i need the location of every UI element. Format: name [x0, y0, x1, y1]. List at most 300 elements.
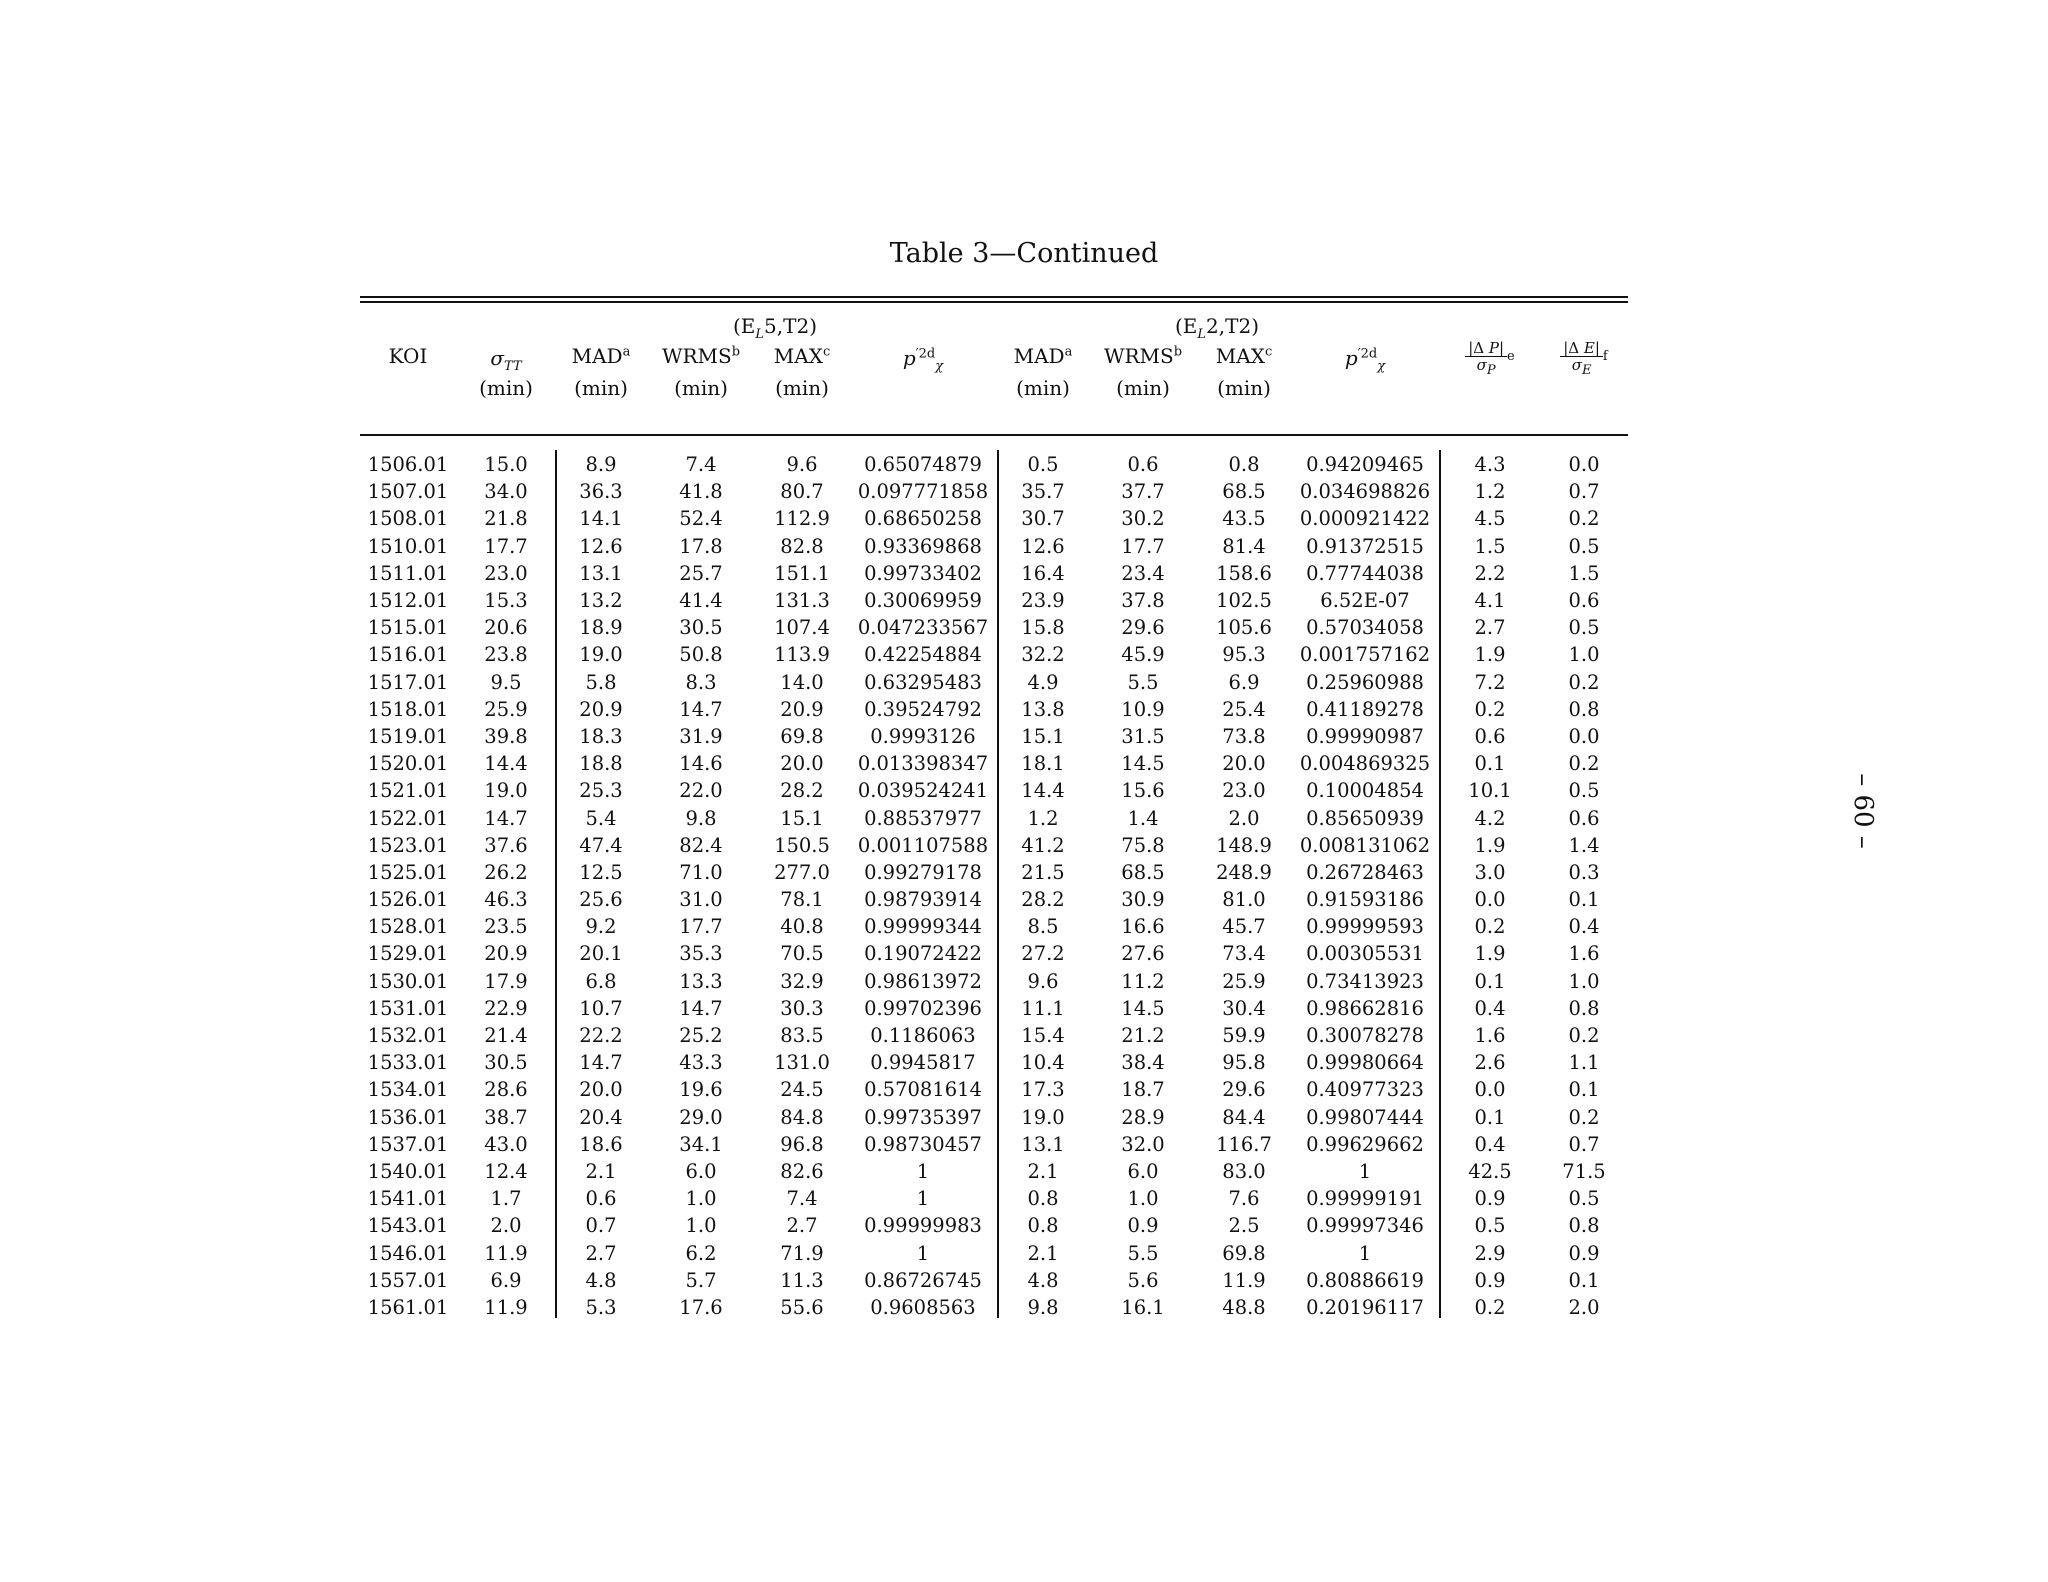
cell-max-1: 40.8 — [780, 915, 824, 939]
cell-mad-2: 16.4 — [1021, 561, 1065, 585]
cell-mad-2: 0.8 — [1027, 1214, 1059, 1238]
cell-p-chi-1: 0.9608563 — [870, 1295, 976, 1319]
table-row — [360, 696, 1628, 723]
cell-delta-e: 0.5 — [1568, 1187, 1600, 1211]
cell-delta-e: 0.0 — [1568, 453, 1600, 477]
cell-sigma-tt: 25.9 — [484, 697, 528, 721]
cell-max-2: 30.4 — [1222, 996, 1266, 1020]
cell-wrms-2: 28.9 — [1121, 1105, 1165, 1129]
cell-p-chi-2: 0.008131062 — [1299, 833, 1431, 857]
table-caption: Table 3—Continued — [889, 238, 1159, 269]
cell-delta-e: 0.4 — [1568, 915, 1600, 939]
cell-mad-1: 25.3 — [579, 779, 623, 803]
cell-sigma-tt: 9.5 — [490, 670, 522, 694]
table-row — [360, 832, 1628, 859]
cell-wrms-2: 1.4 — [1127, 806, 1159, 830]
cell-sigma-tt: 20.6 — [484, 616, 528, 640]
cell-mad-2: 0.5 — [1027, 453, 1059, 477]
cell-koi: 1516.01 — [367, 643, 449, 667]
cell-delta-p: 0.1 — [1474, 752, 1506, 776]
cell-mad-1: 25.6 — [579, 888, 623, 912]
cell-p-chi-2: 1 — [1358, 1241, 1372, 1265]
cell-max-2: 23.0 — [1222, 779, 1266, 803]
cell-p-chi-2: 0.034698826 — [1299, 480, 1431, 504]
cell-delta-p: 1.2 — [1474, 480, 1506, 504]
header-mad-1-units: (min) — [574, 376, 628, 400]
cell-max-2: 2.5 — [1228, 1214, 1260, 1238]
cell-max-2: 158.6 — [1216, 561, 1272, 585]
cell-koi: 1532.01 — [367, 1024, 449, 1048]
cell-sigma-tt: 2.0 — [490, 1214, 522, 1238]
cell-p-chi-1: 0.63295483 — [864, 670, 982, 694]
cell-p-chi-2: 0.91372515 — [1306, 534, 1424, 558]
cell-mad-2: 4.8 — [1027, 1268, 1059, 1292]
cell-mad-2: 9.6 — [1027, 969, 1059, 993]
cell-delta-e: 0.3 — [1568, 860, 1600, 884]
cell-p-chi-1: 0.19072422 — [864, 942, 982, 966]
cell-delta-p: 0.5 — [1474, 1214, 1506, 1238]
cell-p-chi-1: 0.98613972 — [864, 969, 982, 993]
header-wrms-2-units: (min) — [1116, 376, 1170, 400]
cell-p-chi-2: 0.77744038 — [1306, 561, 1424, 585]
cell-max-2: 6.9 — [1228, 670, 1260, 694]
table-row — [360, 451, 1628, 478]
header-sigma-tt: $\sigma_{TT}$ — [490, 346, 522, 374]
header-max-2: MAX$^c$ — [1215, 344, 1273, 368]
cell-koi: 1515.01 — [367, 616, 449, 640]
cell-delta-e: 0.2 — [1568, 1024, 1600, 1048]
cell-mad-2: 11.1 — [1021, 996, 1065, 1020]
cell-koi: 1546.01 — [367, 1241, 449, 1265]
cell-delta-e: 0.2 — [1568, 752, 1600, 776]
cell-max-2: 25.9 — [1222, 969, 1266, 993]
cell-delta-p: 2.7 — [1474, 616, 1506, 640]
cell-p-chi-2: 0.000921422 — [1299, 507, 1431, 531]
cell-sigma-tt: 23.0 — [484, 561, 528, 585]
cell-delta-e: 0.8 — [1568, 1214, 1600, 1238]
cell-koi: 1517.01 — [367, 670, 449, 694]
cell-wrms-1: 71.0 — [679, 860, 723, 884]
table-row — [360, 560, 1628, 587]
cell-delta-e: 0.2 — [1568, 507, 1600, 531]
cell-max-2: 7.6 — [1228, 1187, 1260, 1211]
cell-p-chi-2: 1 — [1358, 1159, 1372, 1183]
cell-sigma-tt: 11.9 — [484, 1241, 528, 1265]
cell-sigma-tt: 30.5 — [484, 1051, 528, 1075]
cell-p-chi-2: 0.26728463 — [1306, 860, 1424, 884]
table-row — [360, 750, 1628, 777]
cell-wrms-2: 37.7 — [1121, 480, 1165, 504]
cell-max-2: 73.4 — [1222, 942, 1266, 966]
cell-mad-2: 10.4 — [1021, 1051, 1065, 1075]
cell-max-2: 81.0 — [1222, 888, 1266, 912]
table-row — [360, 913, 1628, 940]
cell-p-chi-2: 0.25960988 — [1306, 670, 1424, 694]
cell-wrms-1: 34.1 — [679, 1132, 723, 1156]
cell-wrms-2: 23.4 — [1121, 561, 1165, 585]
cell-koi: 1508.01 — [367, 507, 449, 531]
table-row — [360, 1131, 1628, 1158]
cell-max-1: 11.3 — [780, 1268, 824, 1292]
cell-p-chi-1: 0.039524241 — [857, 779, 989, 803]
cell-p-chi-1: 0.001107588 — [857, 833, 989, 857]
cell-koi: 1528.01 — [367, 915, 449, 939]
cell-p-chi-1: 0.99702396 — [864, 996, 982, 1020]
cell-p-chi-2: 0.99807444 — [1306, 1105, 1424, 1129]
cell-wrms-2: 6.0 — [1127, 1159, 1159, 1183]
cell-delta-p: 0.2 — [1474, 915, 1506, 939]
cell-p-chi-1: 0.68650258 — [864, 507, 982, 531]
cell-mad-1: 4.8 — [585, 1268, 617, 1292]
cell-sigma-tt: 38.7 — [484, 1105, 528, 1129]
page-number: – 60 – — [1847, 773, 1878, 849]
cell-koi: 1520.01 — [367, 752, 449, 776]
cell-mad-1: 0.7 — [585, 1214, 617, 1238]
cell-koi: 1543.01 — [367, 1214, 449, 1238]
cell-delta-p: 10.1 — [1468, 779, 1512, 803]
cell-sigma-tt: 23.5 — [484, 915, 528, 939]
cell-delta-e: 1.4 — [1568, 833, 1600, 857]
cell-mad-2: 41.2 — [1021, 833, 1065, 857]
cell-mad-1: 0.6 — [585, 1187, 617, 1211]
cell-p-chi-1: 0.99735397 — [864, 1105, 982, 1129]
cell-delta-p: 2.6 — [1474, 1051, 1506, 1075]
cell-mad-1: 8.9 — [585, 453, 617, 477]
cell-p-chi-1: 0.39524792 — [864, 697, 982, 721]
cell-delta-p: 7.2 — [1474, 670, 1506, 694]
table-row — [360, 614, 1628, 641]
cell-wrms-1: 52.4 — [679, 507, 723, 531]
cell-wrms-1: 17.7 — [679, 915, 723, 939]
cell-p-chi-1: 1 — [916, 1159, 930, 1183]
cell-wrms-1: 6.0 — [685, 1159, 717, 1183]
cell-wrms-2: 30.9 — [1121, 888, 1165, 912]
cell-mad-1: 2.1 — [585, 1159, 617, 1183]
cell-sigma-tt: 17.7 — [484, 534, 528, 558]
cell-wrms-2: 21.2 — [1121, 1024, 1165, 1048]
cell-wrms-1: 29.0 — [679, 1105, 723, 1129]
cell-max-1: 20.9 — [780, 697, 824, 721]
cell-koi: 1506.01 — [367, 453, 449, 477]
cell-wrms-1: 19.6 — [679, 1078, 723, 1102]
cell-max-1: 14.0 — [780, 670, 824, 694]
cell-max-1: 96.8 — [780, 1132, 824, 1156]
cell-max-1: 80.7 — [780, 480, 824, 504]
cell-sigma-tt: 15.3 — [484, 589, 528, 613]
cell-mad-1: 12.6 — [579, 534, 623, 558]
cell-wrms-2: 5.5 — [1127, 1241, 1159, 1265]
cell-max-2: 81.4 — [1222, 534, 1266, 558]
cell-wrms-1: 50.8 — [679, 643, 723, 667]
cell-mad-2: 15.8 — [1021, 616, 1065, 640]
cell-p-chi-1: 0.88537977 — [864, 806, 982, 830]
cell-max-1: 107.4 — [774, 616, 830, 640]
cell-wrms-1: 1.0 — [685, 1187, 717, 1211]
cell-mad-2: 27.2 — [1021, 942, 1065, 966]
cell-delta-e: 0.1 — [1568, 1078, 1600, 1102]
cell-max-2: 95.3 — [1222, 643, 1266, 667]
cell-p-chi-1: 0.99733402 — [864, 561, 982, 585]
cell-p-chi-1: 0.9993126 — [870, 724, 976, 748]
cell-mad-2: 23.9 — [1021, 589, 1065, 613]
cell-delta-e: 1.1 — [1568, 1051, 1600, 1075]
cell-max-1: 69.8 — [780, 724, 824, 748]
cell-sigma-tt: 17.9 — [484, 969, 528, 993]
cell-wrms-1: 31.0 — [679, 888, 723, 912]
cell-delta-e: 0.5 — [1568, 779, 1600, 803]
cell-koi: 1519.01 — [367, 724, 449, 748]
cell-max-1: 28.2 — [780, 779, 824, 803]
cell-max-1: 20.0 — [780, 752, 824, 776]
cell-p-chi-1: 0.097771858 — [857, 480, 989, 504]
cell-p-chi-2: 0.57034058 — [1306, 616, 1424, 640]
header-wrms-1: WRMS$^b$ — [661, 344, 741, 368]
cell-wrms-2: 14.5 — [1121, 752, 1165, 776]
cell-delta-p: 0.1 — [1474, 1105, 1506, 1129]
cell-p-chi-2: 0.99990987 — [1306, 724, 1424, 748]
cell-koi: 1530.01 — [367, 969, 449, 993]
header-delta-e: $\frac{\text{|Δ E|}}{\sigma_E}$ f — [1540, 340, 1628, 373]
cell-delta-e: 0.1 — [1568, 1268, 1600, 1292]
cell-max-1: 82.8 — [780, 534, 824, 558]
header-mad-2-units: (min) — [1016, 376, 1070, 400]
cell-mad-1: 18.6 — [579, 1132, 623, 1156]
cell-delta-p: 1.6 — [1474, 1024, 1506, 1048]
cell-delta-p: 2.9 — [1474, 1241, 1506, 1265]
cell-delta-e: 1.6 — [1568, 942, 1600, 966]
cell-max-1: 55.6 — [780, 1295, 824, 1319]
cell-mad-2: 30.7 — [1021, 507, 1065, 531]
cell-wrms-2: 32.0 — [1121, 1132, 1165, 1156]
cell-delta-e: 1.0 — [1568, 969, 1600, 993]
cell-mad-2: 12.6 — [1021, 534, 1065, 558]
cell-mad-1: 5.8 — [585, 670, 617, 694]
header-bottom-rule — [360, 434, 1628, 436]
cell-wrms-2: 68.5 — [1121, 860, 1165, 884]
cell-max-1: 32.9 — [780, 969, 824, 993]
cell-p-chi-2: 0.99980664 — [1306, 1051, 1424, 1075]
cell-wrms-1: 31.9 — [679, 724, 723, 748]
cell-max-1: 112.9 — [774, 507, 830, 531]
cell-mad-2: 2.1 — [1027, 1159, 1059, 1183]
cell-koi: 1522.01 — [367, 806, 449, 830]
cell-delta-p: 42.5 — [1468, 1159, 1512, 1183]
cell-mad-2: 9.8 — [1027, 1295, 1059, 1319]
cell-wrms-1: 82.4 — [679, 833, 723, 857]
cell-koi: 1507.01 — [367, 480, 449, 504]
cell-delta-p: 4.1 — [1474, 589, 1506, 613]
cell-max-2: 69.8 — [1222, 1241, 1266, 1265]
cell-delta-e: 1.0 — [1568, 643, 1600, 667]
header-max-1-units: (min) — [775, 376, 829, 400]
table-row — [360, 723, 1628, 750]
cell-max-1: 9.6 — [786, 453, 818, 477]
cell-wrms-1: 17.8 — [679, 534, 723, 558]
cell-koi: 1526.01 — [367, 888, 449, 912]
cell-p-chi-2: 0.30078278 — [1306, 1024, 1424, 1048]
cell-wrms-1: 41.4 — [679, 589, 723, 613]
cell-mad-1: 6.8 — [585, 969, 617, 993]
cell-sigma-tt: 21.4 — [484, 1024, 528, 1048]
cell-max-2: 116.7 — [1216, 1132, 1272, 1156]
cell-mad-2: 1.2 — [1027, 806, 1059, 830]
cell-p-chi-2: 0.80886619 — [1306, 1268, 1424, 1292]
table-row — [360, 1076, 1628, 1103]
cell-delta-p: 0.2 — [1474, 1295, 1506, 1319]
cell-delta-p: 0.6 — [1474, 724, 1506, 748]
table-row — [360, 1022, 1628, 1049]
header-sigma-tt-units: (min) — [479, 376, 533, 400]
cell-mad-1: 47.4 — [579, 833, 623, 857]
cell-max-2: 48.8 — [1222, 1295, 1266, 1319]
cell-wrms-2: 15.6 — [1121, 779, 1165, 803]
cell-mad-2: 14.4 — [1021, 779, 1065, 803]
cell-max-1: 131.0 — [774, 1051, 830, 1075]
cell-delta-e: 0.9 — [1568, 1241, 1600, 1265]
header-max-2-units: (min) — [1217, 376, 1271, 400]
cell-wrms-2: 14.5 — [1121, 996, 1165, 1020]
cell-delta-p: 0.9 — [1474, 1268, 1506, 1292]
cell-koi: 1511.01 — [367, 561, 449, 585]
cell-delta-e: 1.5 — [1568, 561, 1600, 585]
cell-max-2: 0.8 — [1228, 453, 1260, 477]
cell-wrms-1: 35.3 — [679, 942, 723, 966]
cell-p-chi-2: 6.52E-07 — [1320, 589, 1410, 613]
cell-max-2: 11.9 — [1222, 1268, 1266, 1292]
cell-wrms-1: 43.3 — [679, 1051, 723, 1075]
cell-delta-e: 2.0 — [1568, 1295, 1600, 1319]
cell-p-chi-2: 0.99999191 — [1306, 1187, 1424, 1211]
cell-p-chi-2: 0.99997346 — [1306, 1214, 1424, 1238]
cell-p-chi-2: 0.40977323 — [1306, 1078, 1424, 1102]
cell-p-chi-1: 0.99999983 — [864, 1214, 982, 1238]
cell-koi: 1561.01 — [367, 1295, 449, 1319]
cell-delta-e: 0.5 — [1568, 534, 1600, 558]
cell-delta-e: 0.6 — [1568, 806, 1600, 830]
cell-wrms-2: 0.9 — [1127, 1214, 1159, 1238]
cell-sigma-tt: 26.2 — [484, 860, 528, 884]
cell-koi: 1512.01 — [367, 589, 449, 613]
table-row — [360, 859, 1628, 886]
cell-wrms-2: 0.6 — [1127, 453, 1159, 477]
cell-wrms-2: 29.6 — [1121, 616, 1165, 640]
cell-sigma-tt: 43.0 — [484, 1132, 528, 1156]
cell-sigma-tt: 39.8 — [484, 724, 528, 748]
cell-p-chi-1: 0.013398347 — [857, 752, 989, 776]
cell-p-chi-2: 0.94209465 — [1306, 453, 1424, 477]
table-row — [360, 505, 1628, 532]
cell-mad-1: 20.1 — [579, 942, 623, 966]
table-row — [360, 968, 1628, 995]
cell-delta-p: 0.0 — [1474, 1078, 1506, 1102]
cell-wrms-1: 5.7 — [685, 1268, 717, 1292]
table-row — [360, 1158, 1628, 1185]
cell-delta-e: 0.1 — [1568, 888, 1600, 912]
header-wrms-1-units: (min) — [674, 376, 728, 400]
header-max-1: MAX$^c$ — [773, 344, 831, 368]
cell-wrms-1: 7.4 — [685, 453, 717, 477]
cell-max-2: 29.6 — [1222, 1078, 1266, 1102]
cell-delta-p: 0.1 — [1474, 969, 1506, 993]
cell-wrms-2: 16.6 — [1121, 915, 1165, 939]
cell-wrms-1: 30.5 — [679, 616, 723, 640]
table-row — [360, 804, 1628, 831]
cell-wrms-2: 11.2 — [1121, 969, 1165, 993]
cell-mad-1: 18.9 — [579, 616, 623, 640]
cell-mad-2: 18.1 — [1021, 752, 1065, 776]
cell-max-2: 20.0 — [1222, 752, 1266, 776]
cell-mad-1: 12.5 — [579, 860, 623, 884]
cell-koi: 1557.01 — [367, 1268, 449, 1292]
cell-max-2: 102.5 — [1216, 589, 1272, 613]
cell-mad-2: 35.7 — [1021, 480, 1065, 504]
cell-mad-1: 9.2 — [585, 915, 617, 939]
cell-p-chi-2: 0.98662816 — [1306, 996, 1424, 1020]
table-row — [360, 1267, 1628, 1294]
cell-mad-2: 13.8 — [1021, 697, 1065, 721]
cell-mad-1: 19.0 — [579, 643, 623, 667]
cell-wrms-1: 13.3 — [679, 969, 723, 993]
cell-delta-p: 0.9 — [1474, 1187, 1506, 1211]
cell-mad-1: 14.7 — [579, 1051, 623, 1075]
cell-sigma-tt: 46.3 — [484, 888, 528, 912]
cell-mad-1: 18.3 — [579, 724, 623, 748]
cell-mad-2: 0.8 — [1027, 1187, 1059, 1211]
table-row — [360, 1185, 1628, 1212]
cell-sigma-tt: 14.4 — [484, 752, 528, 776]
cell-sigma-tt: 20.9 — [484, 942, 528, 966]
cell-mad-1: 13.1 — [579, 561, 623, 585]
cell-p-chi-1: 1 — [916, 1187, 930, 1211]
cell-mad-1: 2.7 — [585, 1241, 617, 1265]
cell-max-1: 277.0 — [774, 860, 830, 884]
cell-koi: 1531.01 — [367, 996, 449, 1020]
cell-koi: 1521.01 — [367, 779, 449, 803]
cell-sigma-tt: 1.7 — [490, 1187, 522, 1211]
cell-koi: 1536.01 — [367, 1105, 449, 1129]
cell-wrms-2: 5.6 — [1127, 1268, 1159, 1292]
cell-delta-p: 1.9 — [1474, 942, 1506, 966]
cell-max-2: 25.4 — [1222, 697, 1266, 721]
cell-mad-1: 22.2 — [579, 1024, 623, 1048]
cell-delta-p: 2.2 — [1474, 561, 1506, 585]
cell-wrms-2: 10.9 — [1121, 697, 1165, 721]
cell-max-1: 83.5 — [780, 1024, 824, 1048]
cell-p-chi-2: 0.99629662 — [1306, 1132, 1424, 1156]
cell-delta-p: 4.3 — [1474, 453, 1506, 477]
cell-max-1: 30.3 — [780, 996, 824, 1020]
cell-p-chi-2: 0.00305531 — [1306, 942, 1424, 966]
cell-p-chi-2: 0.20196117 — [1306, 1295, 1424, 1319]
cell-mad-1: 36.3 — [579, 480, 623, 504]
cell-wrms-2: 1.0 — [1127, 1187, 1159, 1211]
cell-p-chi-2: 0.001757162 — [1299, 643, 1431, 667]
cell-max-2: 43.5 — [1222, 507, 1266, 531]
cell-max-2: 248.9 — [1216, 860, 1272, 884]
cell-delta-p: 1.5 — [1474, 534, 1506, 558]
table-row — [360, 1239, 1628, 1266]
table-row — [360, 533, 1628, 560]
cell-p-chi-2: 0.73413923 — [1306, 969, 1424, 993]
cell-wrms-1: 14.7 — [679, 697, 723, 721]
table-row — [360, 641, 1628, 668]
cell-p-chi-1: 0.93369868 — [864, 534, 982, 558]
cell-wrms-2: 5.5 — [1127, 670, 1159, 694]
cell-koi: 1533.01 — [367, 1051, 449, 1075]
cell-p-chi-1: 1 — [916, 1241, 930, 1265]
cell-sigma-tt: 6.9 — [490, 1268, 522, 1292]
cell-delta-p: 1.9 — [1474, 833, 1506, 857]
